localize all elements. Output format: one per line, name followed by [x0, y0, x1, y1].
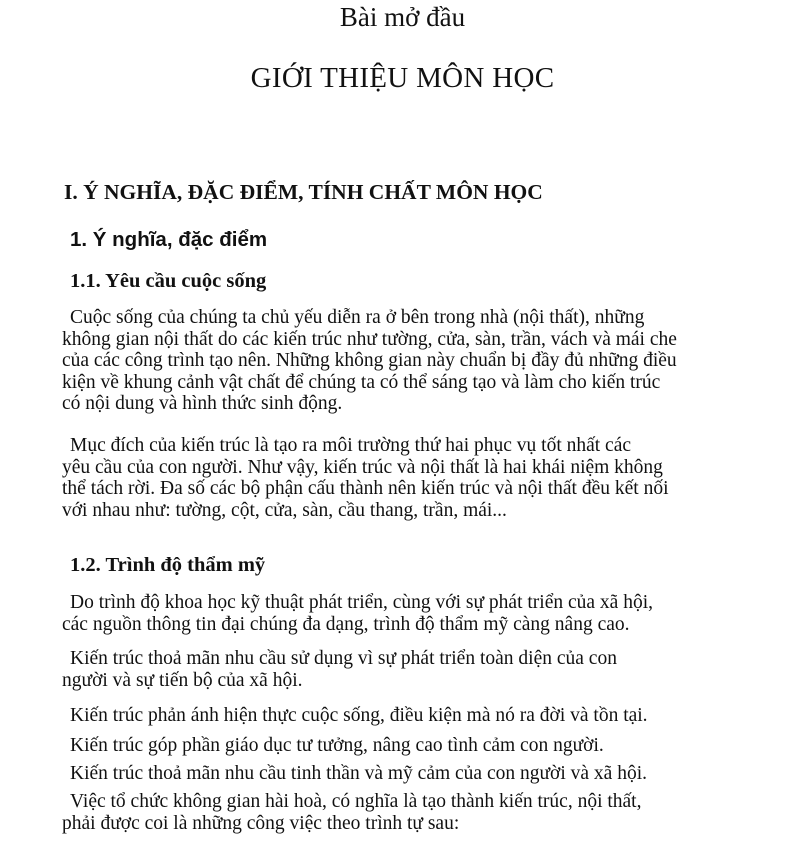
section-heading: I. Ý NGHĨA, ĐẶC ĐIỂM, TÍNH CHẤT MÔN HỌC: [64, 180, 543, 204]
paragraph-1-2-b: [62, 648, 778, 691]
paragraph-line: các nguồn thông tin đại chúng đa dạng, trình độ thẩm mỹ càng nâng cao.: [62, 613, 630, 635]
paragraph-line: có nội dung và hình thức sinh động.: [62, 393, 343, 414]
paragraph-line: Kiến trúc thoả mãn nhu cầu tinh thần và mỹ cảm của con người và xã hội.: [70, 763, 648, 784]
paragraph-1-2-a: [62, 592, 778, 635]
subsection-heading-1-2: 1.2. Trình độ thẩm mỹ: [70, 554, 266, 576]
paragraph-line: Cuộc sống của chúng ta chủ yếu diễn ra ở bên trong nhà (nội thất), những: [70, 307, 645, 328]
paragraph-line: của các công trình tạo nên. Những không gian này chuẩn bị đầy đủ những điều: [62, 350, 677, 371]
paragraph-line: Mục đích của kiến trúc là tạo ra môi trường thứ hai phục vụ tốt nhất các: [70, 435, 632, 456]
paragraph-1-1-a: [62, 307, 778, 415]
paragraph-1-1-b: [62, 435, 778, 521]
paragraph-line: Kiến trúc phản ánh hiện thực cuộc sống, điều kiện mà nó ra đời và tồn tại.: [70, 705, 648, 726]
paragraph-1-2-e: [62, 763, 778, 785]
paragraph-line: Do trình độ khoa học kỹ thuật phát triển, cùng với sự phát triển của xã hội,: [70, 592, 654, 613]
subsection-heading-1-1: 1.1. Yêu cầu cuộc sống: [70, 270, 267, 292]
chapter-intro: Bài mở đầu: [339, 2, 466, 32]
paragraph-line: Kiến trúc góp phần giáo dục tư tưởng, nâng cao tình cảm con người.: [70, 735, 604, 756]
paragraph-line: yêu cầu của con người. Như vậy, kiến trúc và nội thất là hai khái niệm không: [62, 456, 663, 478]
paragraph-line: kiện về khung cảnh vật chất để chúng ta có thể sáng tạo và làm cho kiến trúc: [62, 371, 661, 393]
paragraph-line: Việc tổ chức không gian hài hoà, có nghĩa là tạo thành kiến trúc, nội thất,: [70, 791, 642, 812]
paragraph-line: thể tách rời. Đa số các bộ phận cấu thành nên kiến trúc và nội thất đều kết nối: [62, 478, 669, 499]
paragraph-line: phải được coi là những công việc theo trình tự sau:: [62, 812, 460, 834]
section-subheading: 1. Ý nghĩa, đặc điểm: [70, 228, 268, 251]
paragraph-1-2-f: [62, 791, 778, 834]
paragraph-line: Kiến trúc thoả mãn nhu cầu sử dụng vì sự phát triển toàn diện của con: [70, 648, 617, 669]
paragraph-line: không gian nội thất do các kiến trúc như tường, cửa, sàn, trần, vách và mái che: [62, 328, 677, 350]
paragraph-line: người và sự tiến bộ của xã hội.: [62, 669, 303, 691]
paragraph-1-2-c: [62, 705, 778, 727]
paragraph-1-2-d: [62, 735, 778, 757]
paragraph-line: với nhau như: tường, cột, cửa, sàn, cầu thang, trần, mái...: [62, 499, 507, 521]
chapter-title: GIỚI THIỆU MÔN HỌC: [250, 62, 555, 94]
